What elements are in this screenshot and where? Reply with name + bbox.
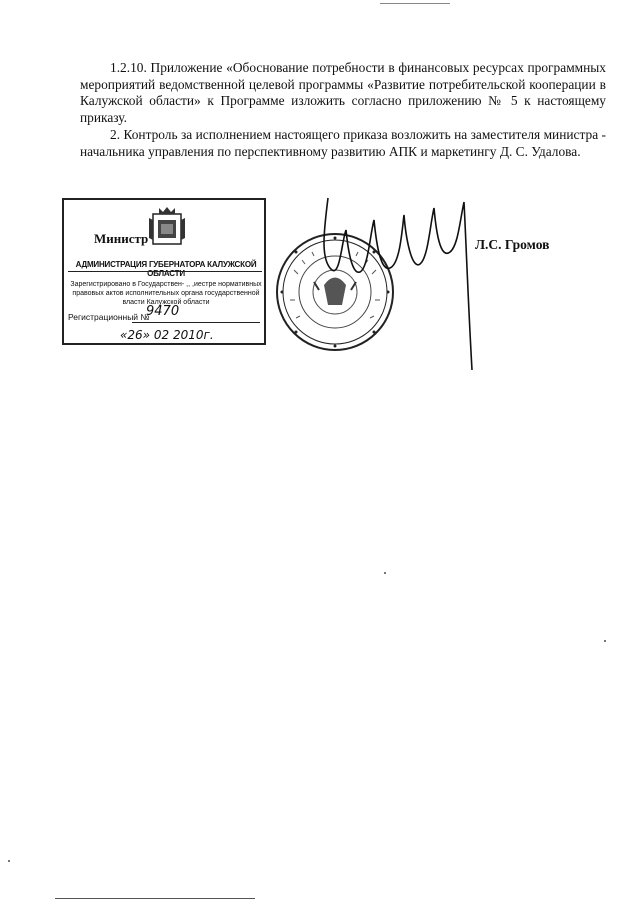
admin-title: АДМИНИСТРАЦИЯ ГУБЕРНАТОРА КАЛУЖСКОЙ ОБЛАСТИ bbox=[75, 260, 257, 278]
paragraph-1-text: 1.2.10. Приложение «Обоснование потребности в финансовых ресурсах программных мероприятий ведомственной целевой программы «Развитие потребительской кооперации в Калужской области» к Программе изложить согласно приложению № 5 к настоящему приказу. bbox=[80, 60, 606, 125]
speck bbox=[604, 640, 606, 642]
top-edge-line bbox=[380, 3, 450, 4]
coat-of-arms-icon bbox=[147, 204, 187, 248]
registration-number-line bbox=[132, 322, 260, 323]
registration-number-label: Регистрационный № bbox=[68, 312, 150, 322]
speck bbox=[384, 572, 386, 574]
handwritten-signature bbox=[300, 180, 490, 380]
registered-text: Зарегистрировано в Государствен- ,, ,иестре нормативных правовых актов исполнительных органа государственной власти Калужской области bbox=[70, 281, 262, 306]
signer-name: Л.С. Громов bbox=[475, 237, 550, 252]
paragraph-1-2-10 bbox=[80, 60, 606, 126]
stamp-divider bbox=[68, 271, 262, 272]
registration-date: «26» 02 2010г. bbox=[120, 328, 214, 342]
paragraph-2-text: 2. Контроль за исполнением настоящего приказа возложить на заместителя министра - начальника управления по перспективному развитию АПК и маркетингу Д. С. Удалова. bbox=[80, 127, 606, 159]
speck bbox=[8, 860, 10, 862]
paragraph-2 bbox=[80, 127, 606, 160]
bottom-edge-line bbox=[55, 898, 255, 899]
registration-stamp bbox=[62, 198, 266, 345]
registration-number-value: 9470 bbox=[146, 304, 180, 319]
minister-label: Министр bbox=[94, 231, 149, 246]
